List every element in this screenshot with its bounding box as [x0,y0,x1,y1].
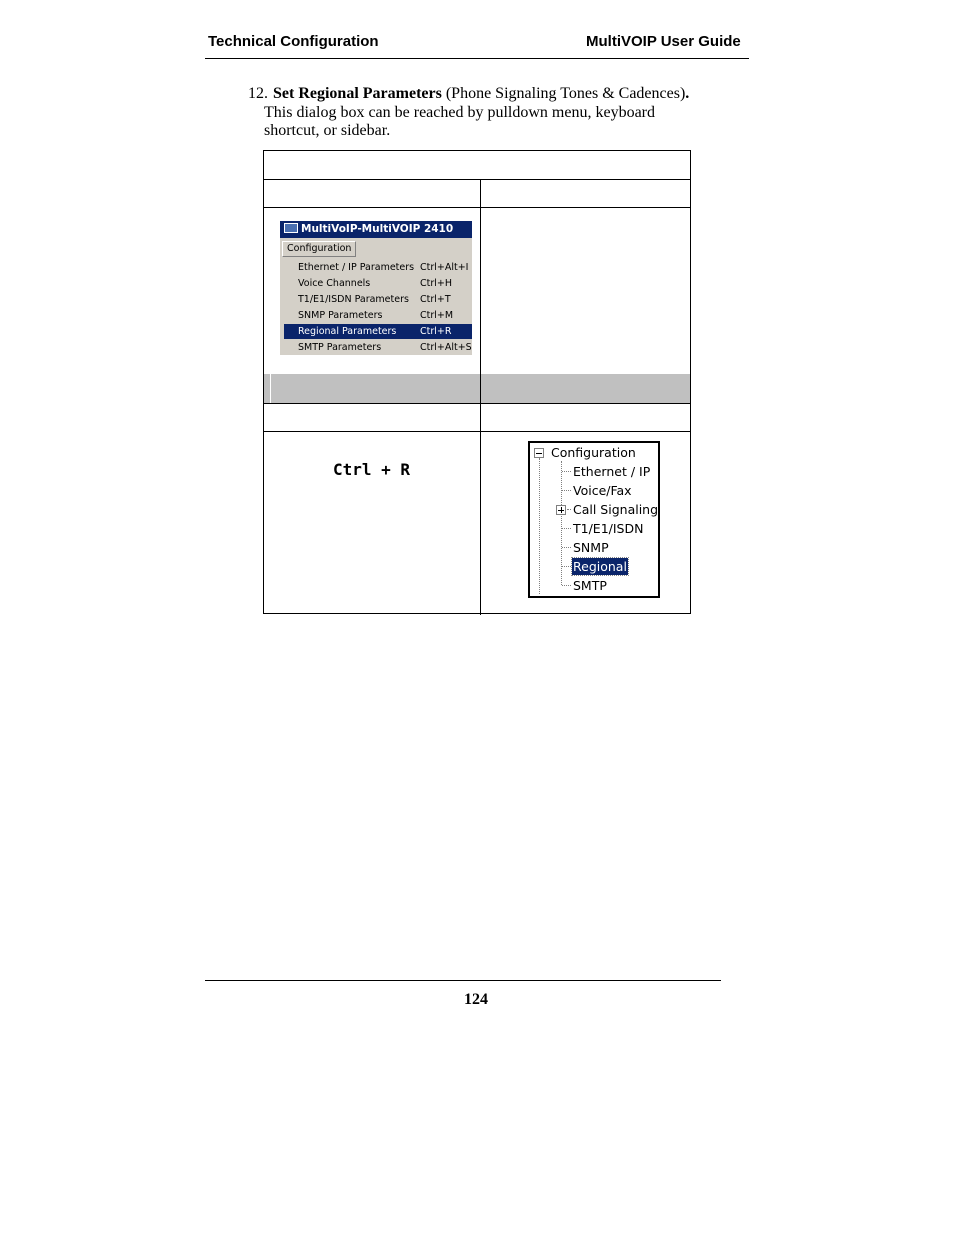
menu-bar [280,240,472,256]
gray-row-divider [480,374,481,403]
tree-branch-line [567,509,571,510]
window-title: MultiVoIP-MultiVOIP 2410 [301,223,454,235]
menu-item-label: SMTP Parameters [298,342,382,353]
table-rule [264,403,690,404]
menu-item-label: Ethernet / IP Parameters [298,262,415,273]
access-methods-table [263,150,691,614]
menu-item-label: T1/E1/ISDN Parameters [298,294,409,305]
menu-item-t1-e1-isdn[interactable] [284,292,472,307]
menu-item-smtp[interactable] [284,340,472,355]
step-line-3: shortcut, or sidebar. [264,122,391,139]
tree-item-voice-fax[interactable]: Voice/Fax [573,483,632,498]
step-line-1 [273,85,689,104]
table-column-divider [480,179,481,374]
menu-item-shortcut: Ctrl+Alt+I [420,262,469,273]
table-rule [264,179,690,180]
menu-item-label: SNMP Parameters [298,310,383,321]
tree-item-call-signaling[interactable]: Call Signaling [573,502,659,517]
window-title-bar [280,221,472,238]
menu-item-voice-channels[interactable] [284,276,472,291]
menu-item-shortcut: Ctrl+T [420,294,451,305]
tree-item-ethernet-ip[interactable]: Ethernet / IP [573,464,651,479]
footer-rule [205,980,721,981]
step-period: . [685,85,690,102]
tree-item-t1-e1-isdn[interactable]: T1/E1/ISDN [573,521,644,536]
menu-item-shortcut: Ctrl+H [420,278,453,289]
tree-branch-line [562,566,571,567]
keyboard-shortcut: Ctrl + R [333,460,411,479]
menu-configuration[interactable]: Configuration [282,241,356,257]
menu-item-shortcut: Ctrl+Alt+S [420,342,472,353]
running-header-right: MultiVOIP User Guide [586,33,741,50]
tree-branch-line [562,585,571,586]
menu-item-label: Voice Channels [298,278,371,289]
tree-item-snmp[interactable]: SNMP [573,540,609,555]
running-header-left: Technical Configuration [208,33,379,50]
step-subtitle: (Phone Signaling Tones & Cadences) [445,85,686,102]
table-rule [264,207,690,208]
tree-branch-line [562,471,571,472]
table-column-divider [480,403,481,615]
menu-item-shortcut: Ctrl+M [420,310,454,321]
menu-item-shortcut: Ctrl+R [420,326,452,337]
sidebar-tree-screenshot [528,441,660,598]
tree-guide-line [539,458,540,594]
table-gray-row [264,374,690,403]
collapse-icon[interactable] [534,448,544,458]
tree-branch-line [562,547,571,548]
header-rule [205,58,749,59]
tree-branch-line [562,490,571,491]
tree-item-regional[interactable]: Regional [573,559,627,574]
gray-row-edge [270,374,271,403]
step-line-2: This dialog box can be reached by pulldown menu, keyboard [264,103,655,121]
expand-icon[interactable] [556,505,566,515]
menu-item-ethernet-ip[interactable] [284,260,472,275]
pulldown-menu-screenshot [280,221,472,355]
table-rule [264,431,690,432]
step-number: 12. [248,85,268,102]
page-number: 124 [464,991,488,1008]
menu-item-regional[interactable] [284,324,472,339]
step-title: Set Regional Parameters [273,85,442,102]
tree-root-configuration[interactable]: Configuration [551,445,636,460]
tree-item-smtp[interactable]: SMTP [573,578,607,593]
tree-branch-line [562,528,571,529]
app-icon [284,223,298,233]
menu-item-label: Regional Parameters [298,326,397,337]
menu-item-snmp[interactable] [284,308,472,323]
